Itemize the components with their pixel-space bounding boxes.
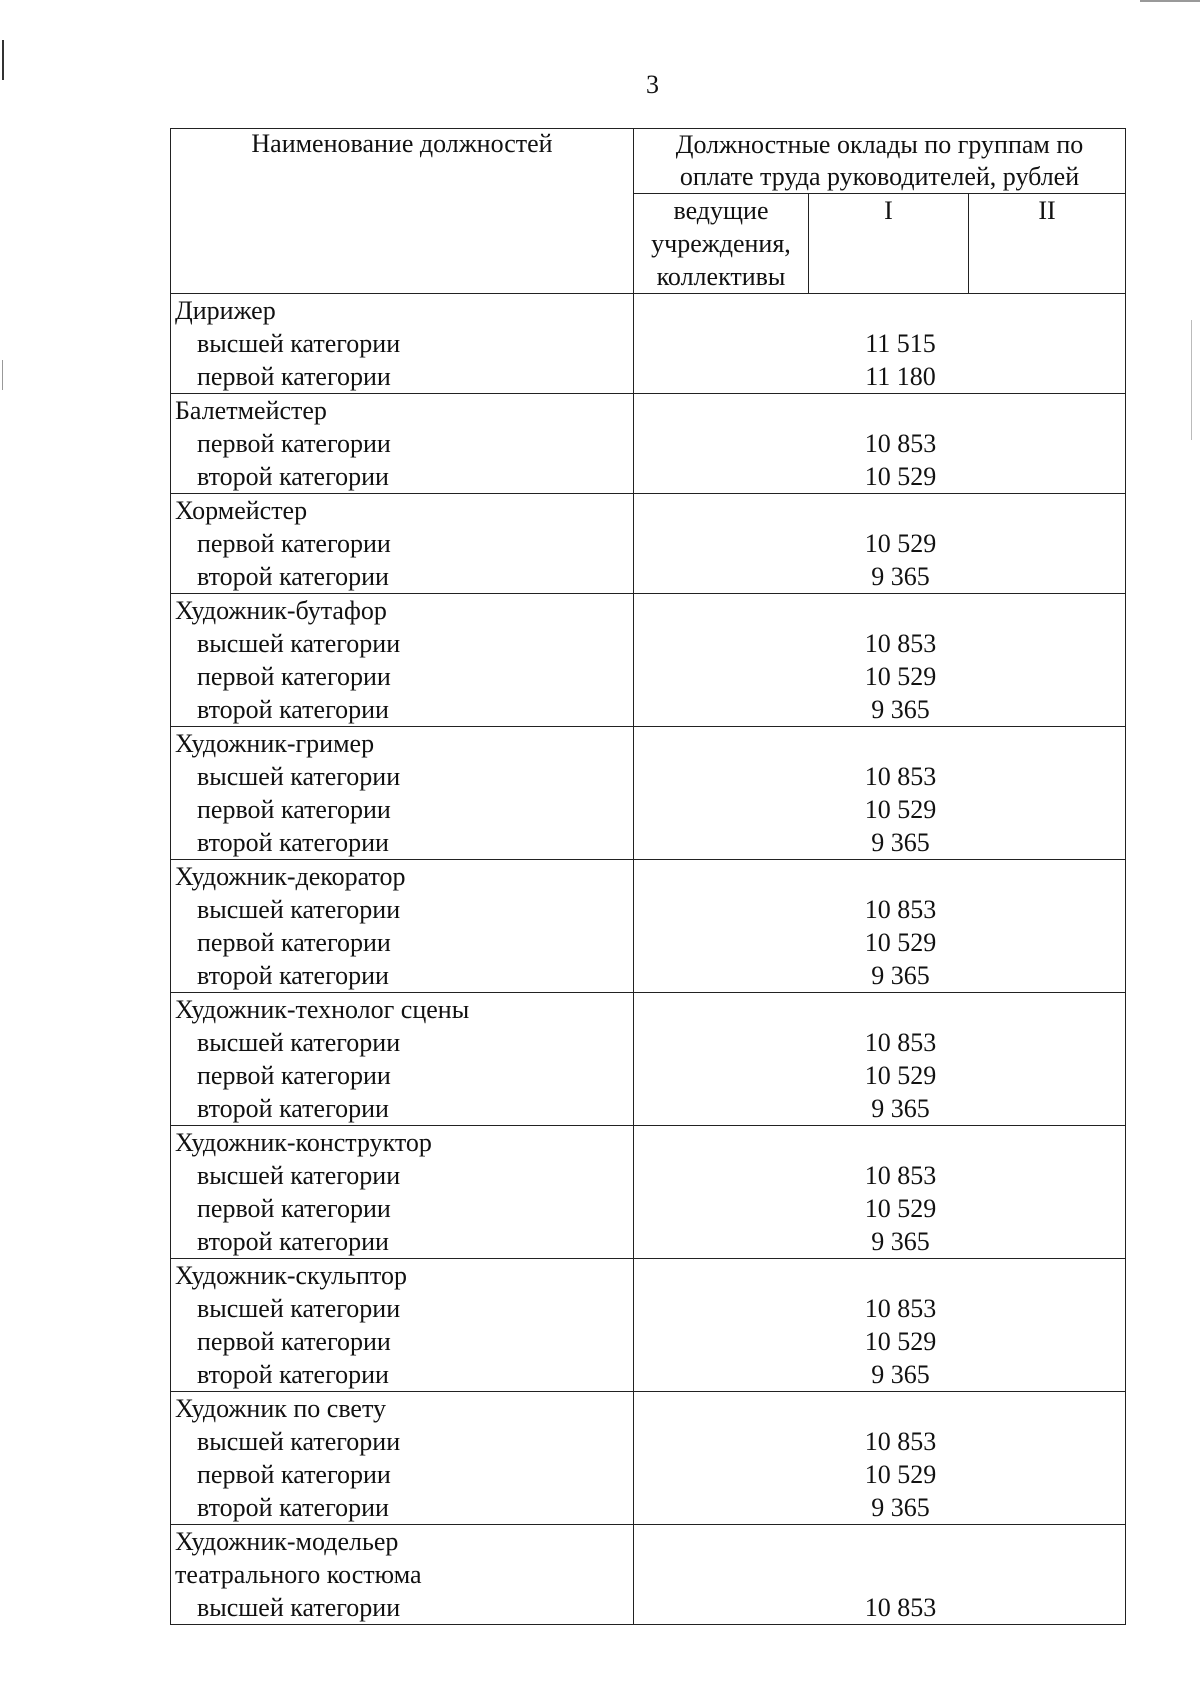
category-label: второй категории [197, 1227, 389, 1256]
position-title: Дирижер [175, 296, 276, 325]
category-label: второй категории [197, 695, 389, 724]
salary-value: 9 365 [871, 1360, 930, 1389]
scan-edge-mark [2, 360, 3, 390]
table-row [171, 993, 1126, 1126]
value-spacer [634, 860, 1125, 893]
position-cell [171, 727, 634, 860]
position-title: Художник-бутафор [175, 596, 387, 625]
salary-values-cell [634, 594, 1126, 727]
position-cell [171, 1126, 634, 1259]
header-position-name [171, 129, 634, 294]
salary-values-cell [634, 860, 1126, 993]
position-cell [171, 394, 634, 494]
scan-edge-rule [1140, 0, 1200, 2]
scan-edge-mark [1191, 320, 1192, 440]
position-title: Художник-декоратор [175, 862, 406, 891]
position-cell [171, 294, 634, 394]
salary-values-cell [634, 494, 1126, 594]
salary-value: 9 365 [871, 828, 930, 857]
position-cell [171, 1525, 634, 1625]
subheader-leading-line: коллективы [656, 262, 786, 291]
salary-value: 10 853 [864, 1427, 937, 1456]
value-spacer [634, 1525, 1125, 1558]
table-row [171, 594, 1126, 727]
salary-value: 10 529 [864, 662, 937, 691]
table-row [171, 727, 1126, 860]
position-cell [171, 1259, 634, 1392]
category-label: высшей категории [197, 1294, 401, 1323]
header-position-name-label: Наименование должностей [251, 129, 553, 158]
page-number: 3 [646, 70, 659, 99]
value-spacer [634, 1392, 1125, 1425]
salary-value: 9 365 [871, 1493, 930, 1522]
category-label: второй категории [197, 961, 389, 990]
salary-value: 10 853 [864, 895, 937, 924]
position-title: театрального костюма [175, 1560, 422, 1589]
position-title: Художник-гример [175, 729, 375, 758]
salary-value: 10 853 [864, 1161, 937, 1190]
category-label: второй категории [197, 1094, 389, 1123]
table-row [171, 1259, 1126, 1392]
category-label: первой категории [197, 362, 391, 391]
salary-value: 10 853 [864, 762, 937, 791]
value-spacer [634, 1259, 1125, 1292]
position-title: Хормейстер [175, 496, 308, 525]
salary-values-cell [634, 1126, 1126, 1259]
position-title: Художник-технолог сцены [175, 995, 470, 1024]
category-label: высшей категории [197, 1427, 401, 1456]
salary-value: 10 529 [864, 529, 937, 558]
position-cell [171, 1392, 634, 1525]
salary-value: 10 529 [864, 1460, 937, 1489]
salary-value: 9 365 [871, 961, 930, 990]
table-header-row [171, 129, 1126, 194]
salary-values-cell [634, 727, 1126, 860]
header-salary-groups-line: оплате труда руководителей, рублей [679, 162, 1080, 191]
category-label: высшей категории [197, 329, 401, 358]
salary-values-cell [634, 294, 1126, 394]
position-cell [171, 494, 634, 594]
category-label: первой категории [197, 1194, 391, 1223]
salary-value: 10 853 [864, 429, 937, 458]
salary-value: 10 853 [864, 629, 937, 658]
salary-table-body [171, 294, 1126, 1625]
salary-value: 9 365 [871, 695, 930, 724]
position-title: Художник-модельер [175, 1527, 399, 1556]
salary-table [170, 128, 1126, 1625]
category-label: второй категории [197, 462, 389, 491]
position-title: Балетмейстер [175, 396, 327, 425]
category-label: второй категории [197, 828, 389, 857]
salary-value: 10 529 [864, 462, 937, 491]
salary-value: 10 853 [864, 1294, 937, 1323]
salary-values-cell [634, 1525, 1126, 1625]
category-label: высшей категории [197, 1593, 401, 1622]
category-label: первой категории [197, 662, 391, 691]
table-row [171, 860, 1126, 993]
subheader-leading-institutions [634, 194, 809, 294]
salary-value: 10 529 [864, 928, 937, 957]
subheader-leading-line: учреждения, [651, 229, 791, 258]
salary-value: 9 365 [871, 562, 930, 591]
category-label: высшей категории [197, 1028, 401, 1057]
table-row [171, 394, 1126, 494]
header-salary-groups-line: Должностные оклады по группам по [675, 130, 1084, 159]
category-label: высшей категории [197, 1161, 401, 1190]
salary-values-cell [634, 394, 1126, 494]
category-label: второй категории [197, 1493, 389, 1522]
salary-value: 11 180 [865, 362, 936, 391]
category-label: первой категории [197, 928, 391, 957]
position-title: Художник-скульптор [175, 1261, 407, 1290]
category-label: первой категории [197, 429, 391, 458]
value-spacer [634, 1126, 1125, 1159]
table-row [171, 1392, 1126, 1525]
category-label: высшей категории [197, 895, 401, 924]
salary-value: 10 529 [864, 1327, 937, 1356]
category-label: высшей категории [197, 762, 401, 791]
subheader-leading-line: ведущие [673, 196, 769, 225]
value-spacer [634, 727, 1125, 760]
category-label: первой категории [197, 795, 391, 824]
salary-value: 9 365 [871, 1094, 930, 1123]
category-label: первой категории [197, 529, 391, 558]
value-spacer [634, 1558, 1125, 1591]
position-cell [171, 860, 634, 993]
category-label: первой категории [197, 1061, 391, 1090]
position-title: Художник-конструктор [175, 1128, 432, 1157]
salary-value: 10 853 [864, 1593, 937, 1622]
value-spacer [634, 993, 1125, 1026]
table-row [171, 1126, 1126, 1259]
table-row [171, 494, 1126, 594]
category-label: первой категории [197, 1460, 391, 1489]
value-spacer [634, 294, 1125, 327]
category-label: первой категории [197, 1327, 391, 1356]
salary-value: 10 529 [864, 1061, 937, 1090]
table-row [171, 294, 1126, 394]
category-label: второй категории [197, 562, 389, 591]
position-cell [171, 993, 634, 1126]
header-salary-groups [634, 129, 1126, 194]
salary-values-cell [634, 993, 1126, 1126]
salary-values-cell [634, 1392, 1126, 1525]
salary-value: 10 853 [864, 1028, 937, 1057]
position-title: Художник по свету [175, 1394, 386, 1423]
salary-value: 10 529 [864, 1194, 937, 1223]
category-label: второй категории [197, 1360, 389, 1389]
salary-values-cell [634, 1259, 1126, 1392]
subheader-group-two: II [969, 194, 1126, 294]
value-spacer [634, 494, 1125, 527]
value-spacer [634, 594, 1125, 627]
table-row [171, 1525, 1126, 1625]
subheader-group-one: I [809, 194, 969, 294]
salary-value: 11 515 [865, 329, 936, 358]
position-cell [171, 594, 634, 727]
category-label: высшей категории [197, 629, 401, 658]
salary-value: 9 365 [871, 1227, 930, 1256]
salary-value: 10 529 [864, 795, 937, 824]
value-spacer [634, 394, 1125, 427]
